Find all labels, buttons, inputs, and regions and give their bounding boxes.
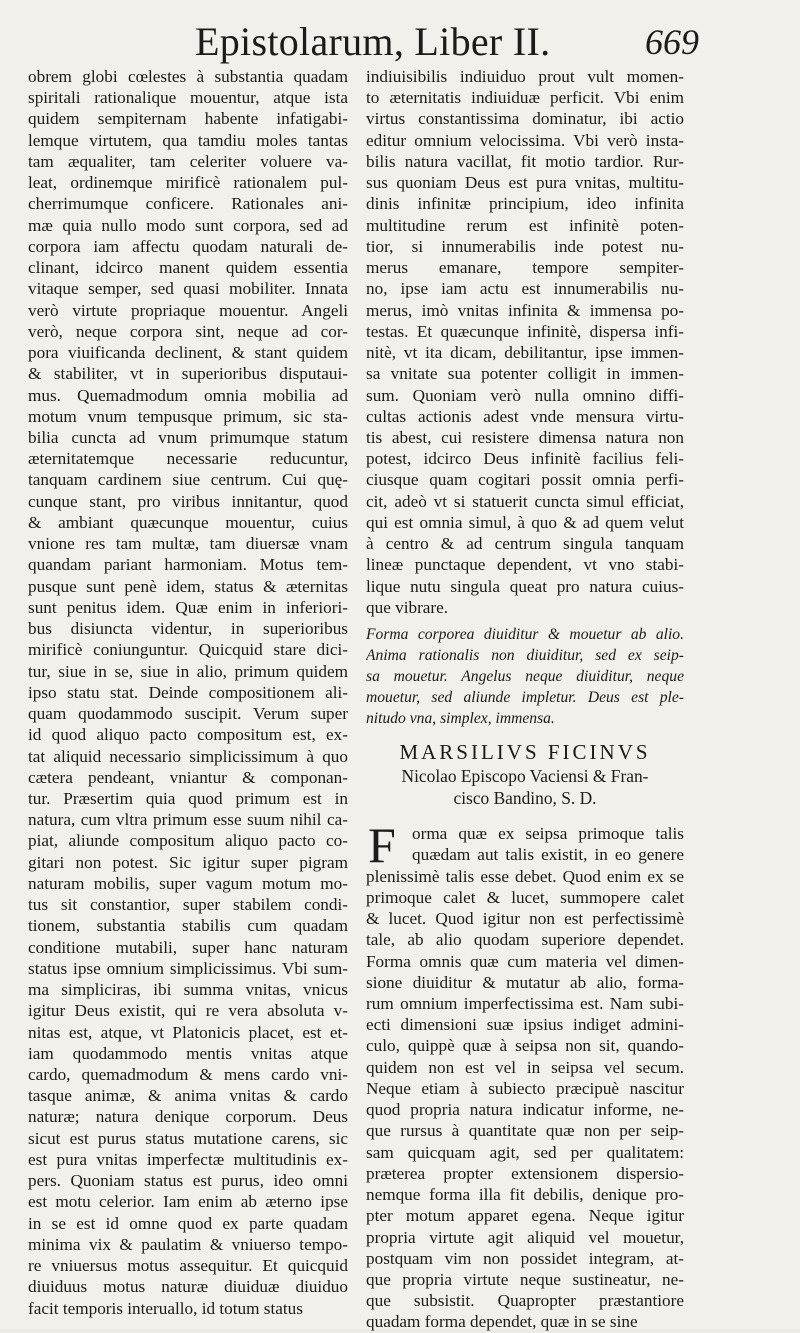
text-line: quidem non est vel in seipsa vel secum. [366, 1057, 684, 1077]
text-line: sunt penitus idem. Quæ enim in inferiori- [28, 597, 348, 617]
text-line: ciusque quam cogitari possit omnia perfi- [366, 470, 684, 490]
text-line: vnione res tam multæ, tam diuersæ vnam [28, 534, 348, 554]
text-line: editur omnium velocissima. Vbi verò insta- [366, 130, 684, 150]
text-line: pter motum apparet egena. Neque igitur [366, 1206, 684, 1226]
text-line: bilia cuncta ad vnum primumque statum [28, 427, 348, 447]
text-line: Anima rationalis non diuiditur, sed ex seip- [366, 647, 684, 665]
text-line: potest, idcirco Deus infinitè facilius feli- [366, 449, 684, 469]
drop-cap-initial: F [368, 817, 396, 874]
text-line: propria virtute agit aliquid vel mouetur, [366, 1227, 684, 1247]
text-line: qui est omnia simul, à quo & ad quem velut [366, 512, 684, 532]
text-line: status ipse omnium simplicissimus. Vbi sum- [28, 958, 348, 978]
text-line: à centro & ad centrum singula tanquam [366, 534, 684, 554]
letter-addressee-line: cisco Bandino, S. D. [453, 788, 597, 809]
text-line: pers. Quoniam status est purus, ideo omni [28, 1171, 348, 1191]
text-line: piat, aliunde compositum aliquo pacto co- [28, 831, 348, 851]
letter-author: MARSILIVS FICINVS [399, 740, 651, 765]
text-line: spiritali rationalique mouentur, atque ista [28, 88, 348, 108]
text-line: lemque virtutem, qua tamdiu moles tantas [28, 130, 348, 150]
text-line: in se est id omne quod ex parte quadam [28, 1213, 348, 1233]
text-line: tat aliquid necessario simplicissimum à quo [28, 746, 348, 766]
text-line: orma quæ ex seipsa primoque talis [412, 824, 684, 844]
text-line: quod propria natura indicatur informe, ne- [366, 1100, 684, 1120]
text-line: mæ quia nullo modo sunt corpora, sed ad [28, 215, 348, 235]
text-line: sa vnitate sua potenter colligit in immen- [366, 364, 684, 384]
left-text-column [28, 66, 348, 1319]
text-line: iam quodammodo mentis vnitas atque [28, 1043, 348, 1063]
text-line: sus quoniam Deus est pura vnitas, multitu- [366, 173, 684, 193]
text-line: que propria virtute neque sustineatur, ne- [366, 1270, 684, 1290]
letter-body [366, 817, 684, 1333]
text-line: quam quodammodo suscipit. Verum super [28, 704, 348, 724]
text-line: re vniuersus motus assequitur. Et quicquid [28, 1256, 348, 1276]
text-line: mirificè coniunguntur. Quicquid stare dici- [28, 640, 348, 660]
text-line: tionem, substantia stabilis cum quadam [28, 916, 348, 936]
letter-addressee-line: Nicolao Episcopo Vaciensi & Fran- [401, 766, 649, 787]
text-line: conditione mutabili, super hanc naturam [28, 937, 348, 957]
text-line: pora viuificanda declinent, & stant quidem [28, 343, 348, 363]
text-line: tam æqualiter, tam celeriter voluere va- [28, 151, 348, 171]
text-line: sione diuiditur & mutatur ab alio, forma- [366, 972, 684, 992]
text-line: multitudine rerum est infinitè poten- [366, 215, 684, 235]
text-line: plenissimè talis esse debet. Quod enim ex se [366, 866, 684, 886]
text-line: ma simpliciras, ibi summa vnitas, vnicus [28, 980, 348, 1000]
text-line: cardo, quemadmodum & mens cardo vni- [28, 1065, 348, 1085]
text-line: virtus constantissima dominatur, ibi actio [366, 109, 684, 129]
text-line: tior, si innumerabilis inde potest nu- [366, 236, 684, 256]
text-line: igitur Deus existit, qui re vera absoluta v- [28, 1001, 348, 1021]
text-line: indiuisibilis indiuiduo prout vult momen- [366, 67, 684, 86]
text-line: verò, neque corpora sint, neque ad cor- [28, 321, 348, 341]
text-line: Neque etiam à subiecto præcipuè nascitur [366, 1078, 684, 1098]
text-line: mouetur, sed aliunde impletur. Deus est ple- [366, 689, 684, 707]
text-line: bus disiuncta videntur, in superioribus [28, 619, 348, 639]
text-line: bilis natura vacillat, fit motio tardior. Rur- [366, 151, 684, 171]
text-line: cit, adeò vt si statuerit cuncta simul efficiat, [366, 491, 684, 511]
text-line: que subsistit. Quapropter præstantiore [366, 1291, 684, 1311]
text-line: cætera pendeant, vniantur & componan- [28, 767, 348, 787]
text-line: & stabiliter, vt in superioribus disputaui- [28, 364, 348, 384]
text-line: naturæ; natura denique corporum. Deus [28, 1107, 348, 1127]
text-line: natura, cum vltra primum esse suum nihil ca- [28, 810, 348, 830]
text-line: cherrimumque conficere. Rationales ani- [28, 194, 348, 214]
text-line: æternitatemque necessarie reducuntur, [28, 449, 348, 469]
text-line: vitaque semper, sed quasi mobiliter. Innata [28, 279, 348, 299]
text-line: cunque stant, pro viribus innitantur, quod [28, 491, 348, 511]
text-line: nitudo vna, simplex, immensa. [366, 710, 555, 728]
text-line: sa mouetur. Angelus neque diuiditur, neque [366, 668, 684, 686]
text-line: dinis infinitæ principium, ideo infinita [366, 194, 684, 214]
text-line: no, ipse iam actu est innumerabilis nu- [366, 279, 684, 299]
text-line: & lucet. Quod igitur non est perfectissimè [366, 909, 684, 929]
text-line: merus emanare, tempore sempiter- [366, 258, 684, 278]
text-line: obrem globi cœlestes à substantia quadam [28, 67, 348, 86]
text-line: & ambiant quæcunque mouentur, cuius [28, 512, 348, 532]
text-line: tis abest, cui resistere dimensa natura non [366, 427, 684, 447]
text-line: id quod aliquo pacto compositum est, ex- [28, 725, 348, 745]
text-line: ecti dimensioni suæ ipsius indiget admini- [366, 1015, 684, 1035]
text-line: est motu celerior. Iam enim ab æterno ipse [28, 1192, 348, 1212]
text-line: tur. Præsertim quia quod primum est in [28, 788, 348, 808]
text-line: nemque forma illa fit debilis, denique pro- [366, 1185, 684, 1205]
text-line: facit temporis interuallo, id totum status [28, 1298, 303, 1318]
text-line: postquam vim non possidet integram, at- [366, 1248, 684, 1268]
text-line: nitas est, atque, vt Platonicis placet, est et- [28, 1022, 348, 1042]
right-column-body [366, 66, 684, 618]
text-line: testas. Et quæcunque infinitè, dispersa infi- [366, 321, 684, 341]
text-line: merus, imò vnitas infinita & immensa po- [366, 300, 684, 320]
text-line: præterea propter extensionem dispersio- [366, 1163, 684, 1183]
text-line: minima vix & paulatim & vniuerso tempo- [28, 1234, 348, 1254]
text-line: tur, siue in se, siue in alio, primum quidem [28, 661, 348, 681]
text-line: rum omnium imperfectissima est. Nam subi- [366, 993, 684, 1013]
text-line: tanquam cardinem siue centrum. Cui quę- [28, 470, 348, 490]
text-line: naturam mobilis, super vagum motum mo- [28, 873, 348, 893]
text-line: mus. Quemadmodum omnia mobilia ad [28, 385, 348, 405]
text-line: cultas actionis adest vnde mensura virtu- [366, 406, 684, 426]
text-line: leat, ordinemque mirificè rationalem pul- [28, 173, 348, 193]
text-line: primoque calet & lucet, summopere calet [366, 887, 684, 907]
text-line: nitè, vt ita dicam, debilitantur, ipse immen- [366, 343, 684, 363]
text-line: corpora iam affectu quodam naturali de- [28, 236, 348, 256]
running-title: Epistolarum, Liber II. [195, 19, 551, 64]
text-line: gitari non potest. Sic igitur super pigram [28, 852, 348, 872]
text-line: tus sit constantior, super stabilem condi- [28, 895, 348, 915]
right-text-column [366, 66, 684, 1333]
text-line: lique nutu singula queat pro natura cuius- [366, 576, 684, 596]
text-line: que rursus à quantitate quæ non per seip- [366, 1121, 684, 1141]
text-line: clinant, idcirco manent quidem essentia [28, 258, 348, 278]
page-number: 669 [645, 22, 699, 62]
text-line: quadam forma dependet, quæ in se sine [366, 1312, 638, 1332]
text-line: tale, ab alio quodam superiore dependet. [366, 930, 684, 950]
text-line: quædam aut talis existit, in eo genere [412, 845, 684, 865]
text-line: que vibrare. [366, 597, 449, 617]
text-line: ipso statu stat. Deinde compositionem ali- [28, 682, 348, 702]
text-line: to æternitatis indiuiduæ perficit. Vbi enim [366, 88, 684, 108]
text-line: Forma corporea diuiditur & mouetur ab alio. [366, 626, 684, 644]
text-line: sum. Quoniam verò nulla omnino diffi- [366, 385, 684, 405]
text-line: diuiduus motus naturæ diuiduæ diuiduo [28, 1277, 348, 1297]
text-line: quidem sempiternam habente infatigabi- [28, 109, 348, 129]
text-line: sam quicquam agit, sed per qualitatem: [366, 1142, 684, 1162]
text-line: culo, quippè quæ à seipsa non sit, quando- [366, 1036, 684, 1056]
text-line: pusque sunt penè idem, status & æternitas [28, 576, 348, 596]
text-line: lineæ punctaque dependent, vt vno stabi- [366, 555, 684, 575]
page-header [30, 14, 770, 66]
text-line: motum vnum tempusque primum, sic sta- [28, 406, 348, 426]
text-line: Forma omnis quæ cum materia vel dimen- [366, 951, 684, 971]
text-line: tasque animæ, & anima vnitas & cardo [28, 1086, 348, 1106]
letter-lines [366, 817, 684, 1333]
text-line: est pura vnitas imperfectæ multitudinis ex- [28, 1149, 348, 1169]
text-line: quandam pariant harmoniam. Motus tem- [28, 555, 348, 575]
text-line: verò virtute propriaque mouentur. Angeli [28, 300, 348, 320]
letter-summary [366, 624, 684, 729]
text-line: sicut est purus status mutatione carens, sic [28, 1128, 348, 1148]
